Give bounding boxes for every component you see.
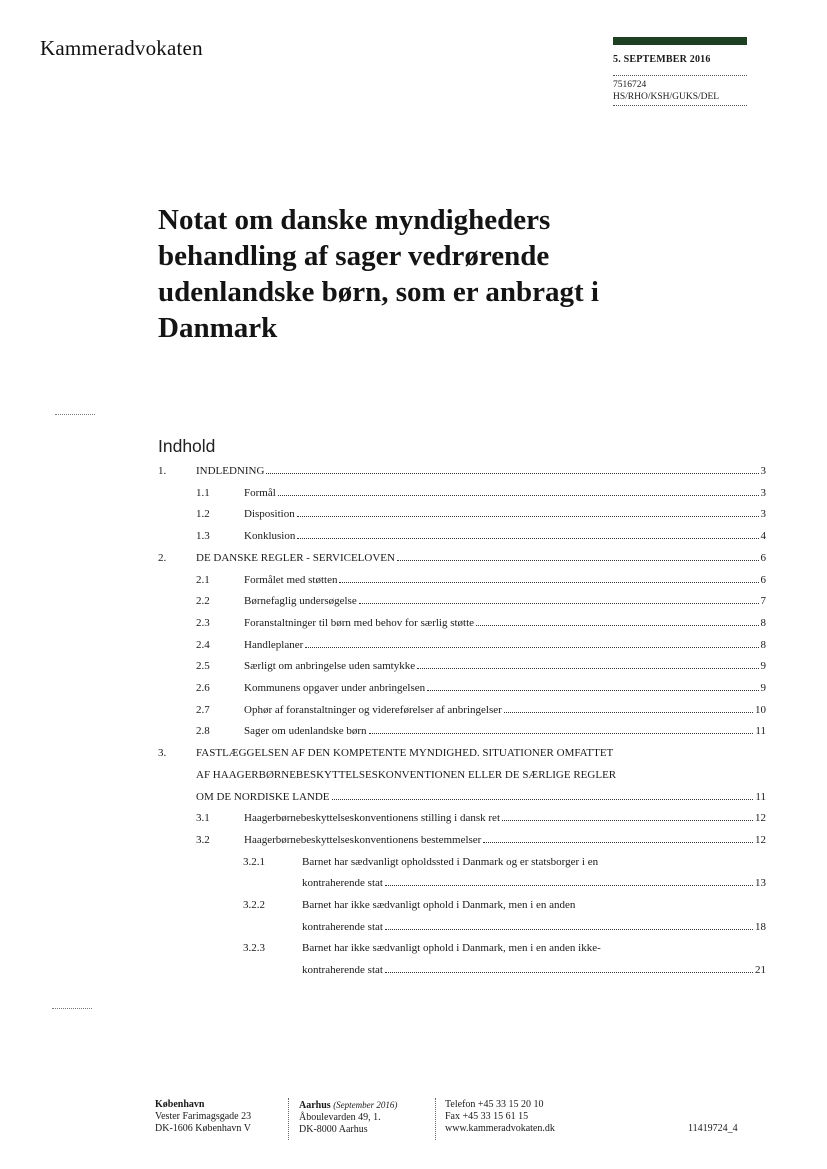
- toc-entry-title: Kommunens opgaver under anbringelsen: [244, 682, 426, 694]
- toc-entry[interactable]: [0, 549, 827, 567]
- toc-entry-title: Barnet har ikke sædvanligt ophold i Danmark, men i en anden: [302, 899, 576, 911]
- toc-entry-number: 2.2: [196, 595, 210, 608]
- toc-dot-leader: [369, 733, 754, 734]
- toc-entry-line: [302, 961, 766, 979]
- toc-entry-title: Handleplaner: [244, 638, 304, 651]
- toc-dot-leader: [332, 799, 754, 800]
- toc-entry[interactable]: [0, 571, 827, 589]
- toc-entry-line: [244, 657, 766, 675]
- toc-dot-leader: [297, 538, 758, 539]
- document-id: 11419724_4: [688, 1123, 738, 1134]
- toc-entry-number: 3.: [158, 747, 167, 760]
- toc-entry-title: INDLEDNING: [196, 465, 265, 477]
- toc-entry-number: 1.3: [196, 530, 210, 543]
- footer-aarhus-city: Aarhus: [299, 1100, 331, 1111]
- toc-dot-leader: [385, 972, 753, 973]
- toc-dot-leader: [359, 603, 759, 604]
- footer-contact: [445, 1099, 555, 1135]
- footer-copenhagen: [155, 1099, 251, 1135]
- toc-entry-page: 12: [755, 812, 766, 825]
- footer-aarhus-street: Åboulevarden 49, 1.: [299, 1112, 381, 1123]
- toc-entry-title: kontraherende stat: [302, 877, 383, 890]
- toc-entry-title: Haagerbørnebeskyttelseskonventionens stilling i dansk ret: [244, 812, 500, 825]
- toc-entry[interactable]: [0, 722, 827, 740]
- toc-entry-page: 10: [755, 703, 766, 716]
- toc-entry-line: [196, 788, 766, 806]
- toc-entry-page: 6: [760, 573, 766, 586]
- toc-entry-line: [302, 874, 766, 892]
- toc-entry[interactable]: [0, 701, 827, 719]
- footer-divider: [435, 1098, 436, 1140]
- footer-aarhus: [299, 1099, 397, 1136]
- toc-dot-leader: [504, 712, 753, 713]
- footer-fax: Fax +45 33 15 61 15: [445, 1111, 529, 1122]
- toc-dot-leader: [278, 495, 759, 496]
- toc-entry-number: 2.4: [196, 638, 210, 651]
- toc-entry-line: [196, 549, 766, 567]
- toc-entry-line: [244, 571, 766, 589]
- toc-entry[interactable]: [0, 679, 827, 697]
- toc-entry-title: Børnefaglig undersøgelse: [244, 595, 357, 608]
- toc-entry-page: 3: [760, 486, 766, 499]
- toc-entry-number: 3.2: [196, 833, 210, 846]
- toc-entry-line: [244, 831, 766, 849]
- toc-entry-title: DE DANSKE REGLER - SERVICELOVEN: [196, 551, 395, 564]
- toc-entry-number: 2.8: [196, 725, 210, 738]
- toc-entry-line: [244, 701, 766, 719]
- toc-entry-page: 18: [755, 920, 766, 933]
- toc-entry-page: 21: [755, 964, 766, 977]
- toc-entry-page: 12: [755, 833, 766, 846]
- toc-dot-leader: [427, 690, 758, 691]
- footer-aarhus-postal: DK-8000 Aarhus: [299, 1124, 368, 1135]
- toc-entry-number: 3.2.1: [243, 855, 265, 868]
- toc-entry-title: kontraherende stat: [302, 964, 383, 977]
- toc-entry-title: Haagerbørnebeskyttelseskonventionens bestemmelser: [244, 833, 482, 846]
- toc-entry[interactable]: [0, 961, 827, 979]
- toc-entry[interactable]: [0, 505, 827, 523]
- toc-entry-page: 4: [760, 530, 766, 543]
- toc-dot-leader: [385, 929, 753, 930]
- toc-entry-page: 6: [760, 551, 766, 564]
- toc-entry[interactable]: [0, 636, 827, 654]
- toc-dot-leader: [266, 473, 758, 474]
- toc-dot-leader: [305, 647, 758, 648]
- toc-entry-page: 11: [755, 725, 766, 738]
- case-number: 7516724: [613, 80, 647, 90]
- toc-entry[interactable]: [0, 614, 827, 632]
- toc-entry-number: 1.2: [196, 508, 210, 521]
- toc-entry[interactable]: [0, 918, 827, 936]
- toc-entry-page: 9: [760, 660, 766, 673]
- footer-copenhagen-city: København: [155, 1099, 205, 1110]
- author-initials: HS/RHO/KSH/GUKS/DEL: [613, 92, 720, 102]
- toc-entry-title: Ophør af foranstaltninger og videreførelser af anbringelser: [244, 703, 502, 716]
- toc-entry[interactable]: [0, 766, 827, 784]
- toc-entry-number: 3.2.2: [243, 899, 265, 911]
- toc-entry-line: [244, 484, 766, 502]
- header-color-bar: [613, 37, 747, 45]
- footer-copenhagen-postal: DK-1606 København V: [155, 1123, 251, 1134]
- toc-entry-number: 2.3: [196, 616, 210, 629]
- toc-entry-title: Særligt om anbringelse uden samtykke: [244, 660, 416, 673]
- toc-entry[interactable]: [0, 744, 827, 762]
- toc-entry[interactable]: [0, 527, 827, 545]
- toc-entry-page: 3: [760, 465, 766, 477]
- toc-entry[interactable]: [0, 788, 827, 806]
- toc-entry[interactable]: [0, 896, 827, 914]
- margin-mark: [55, 414, 95, 415]
- toc-entry-line: [244, 679, 766, 697]
- date-divider: [613, 75, 747, 76]
- toc-entry-page: 8: [760, 616, 766, 629]
- toc-dot-leader: [502, 820, 753, 821]
- document-title: Notat om danske myndigheders behandling af sager vedrørende udenlandske børn, som er anbragt i Danmark: [158, 204, 599, 344]
- toc-dot-leader: [476, 625, 758, 626]
- toc-entry[interactable]: [0, 657, 827, 675]
- toc-entry[interactable]: [0, 592, 827, 610]
- toc-entry[interactable]: [0, 831, 827, 849]
- toc-entry-line: [244, 614, 766, 632]
- toc-entry-line: [244, 722, 766, 740]
- toc-entry-line: [196, 462, 766, 480]
- footer-aarhus-note: (September 2016): [333, 1100, 398, 1110]
- toc-entry-line: [302, 918, 766, 936]
- footer-phone: Telefon +45 33 15 20 10: [445, 1099, 544, 1110]
- document-date: 5. SEPTEMBER 2016: [613, 54, 711, 65]
- toc-entry[interactable]: [0, 939, 827, 957]
- toc-heading: Indhold: [158, 436, 216, 456]
- toc-entry-number: 2.5: [196, 660, 210, 673]
- toc-entry-line: [244, 809, 766, 827]
- toc-entry-number: 2.: [158, 551, 167, 564]
- toc-dot-leader: [397, 560, 759, 561]
- toc-dot-leader: [483, 842, 753, 843]
- toc-entry-number: 2.6: [196, 682, 210, 694]
- toc-entry[interactable]: [0, 809, 827, 827]
- toc-entry-line: [244, 592, 766, 610]
- toc-entry-title: Formålet med støtten: [244, 573, 338, 586]
- toc-entry-line: [244, 527, 766, 545]
- toc-entry-page: 13: [755, 877, 766, 890]
- toc-dot-leader: [339, 582, 758, 583]
- footer-copenhagen-street: Vester Farimagsgade 23: [155, 1111, 252, 1122]
- toc-entry-title: Sager om udenlandske børn: [244, 725, 367, 738]
- toc-entry-title: kontraherende stat: [302, 920, 383, 933]
- toc-entry-title: Formål: [244, 486, 276, 499]
- toc-entry-number: 1.1: [196, 486, 210, 499]
- toc-entry-title: Konklusion: [244, 530, 296, 543]
- toc-entry-title: OM DE NORDISKE LANDE: [196, 790, 330, 803]
- toc-entry-number: 3.1: [196, 812, 210, 825]
- toc-entry-number: 2.1: [196, 573, 210, 586]
- footer-divider: [288, 1098, 289, 1140]
- toc-entry-page: 11: [755, 790, 766, 803]
- toc-dot-leader: [297, 516, 759, 517]
- toc-entry-number: 1.: [158, 465, 167, 477]
- toc-dot-leader: [417, 668, 758, 669]
- toc-entry[interactable]: [0, 853, 827, 871]
- toc-entry-title: Foranstaltninger til børn med behov for særlig støtte: [244, 616, 475, 629]
- toc-entry[interactable]: [0, 874, 827, 892]
- toc-entry[interactable]: [0, 484, 827, 502]
- toc-entry-line: [244, 636, 766, 654]
- toc-entry-page: 8: [760, 638, 766, 651]
- toc-entry-title: AF HAAGERBØRNEBESKYTTELSESKONVENTIONEN ELLER DE SÆRLIGE REGLER: [196, 768, 617, 781]
- toc-entry-number: 3.2.3: [243, 942, 265, 955]
- toc-entry-page: 9: [760, 682, 766, 694]
- footer-website[interactable]: www.kammeradvokaten.dk: [445, 1123, 555, 1134]
- toc-entry-title: FASTLÆGGELSEN AF DEN KOMPETENTE MYNDIGHED. SITUATIONER OMFATTET: [196, 747, 614, 760]
- toc-entry-number: 2.7: [196, 703, 210, 716]
- margin-mark: [52, 1008, 92, 1009]
- toc-entry-page: 3: [760, 508, 766, 521]
- toc-dot-leader: [385, 885, 753, 886]
- toc-entry[interactable]: [0, 462, 827, 480]
- toc-entry-page: 7: [760, 595, 766, 608]
- toc-entry-title: Disposition: [244, 508, 295, 521]
- toc-entry-title: Barnet har sædvanligt opholdssted i Danmark og er statsborger i en: [302, 855, 599, 868]
- reference-divider: [613, 105, 747, 106]
- toc-entry-line: [244, 505, 766, 523]
- toc-entry-title: Barnet har ikke sædvanligt ophold i Danmark, men i en anden ikke-: [302, 942, 601, 955]
- firm-name: Kammeradvokaten: [40, 36, 203, 60]
